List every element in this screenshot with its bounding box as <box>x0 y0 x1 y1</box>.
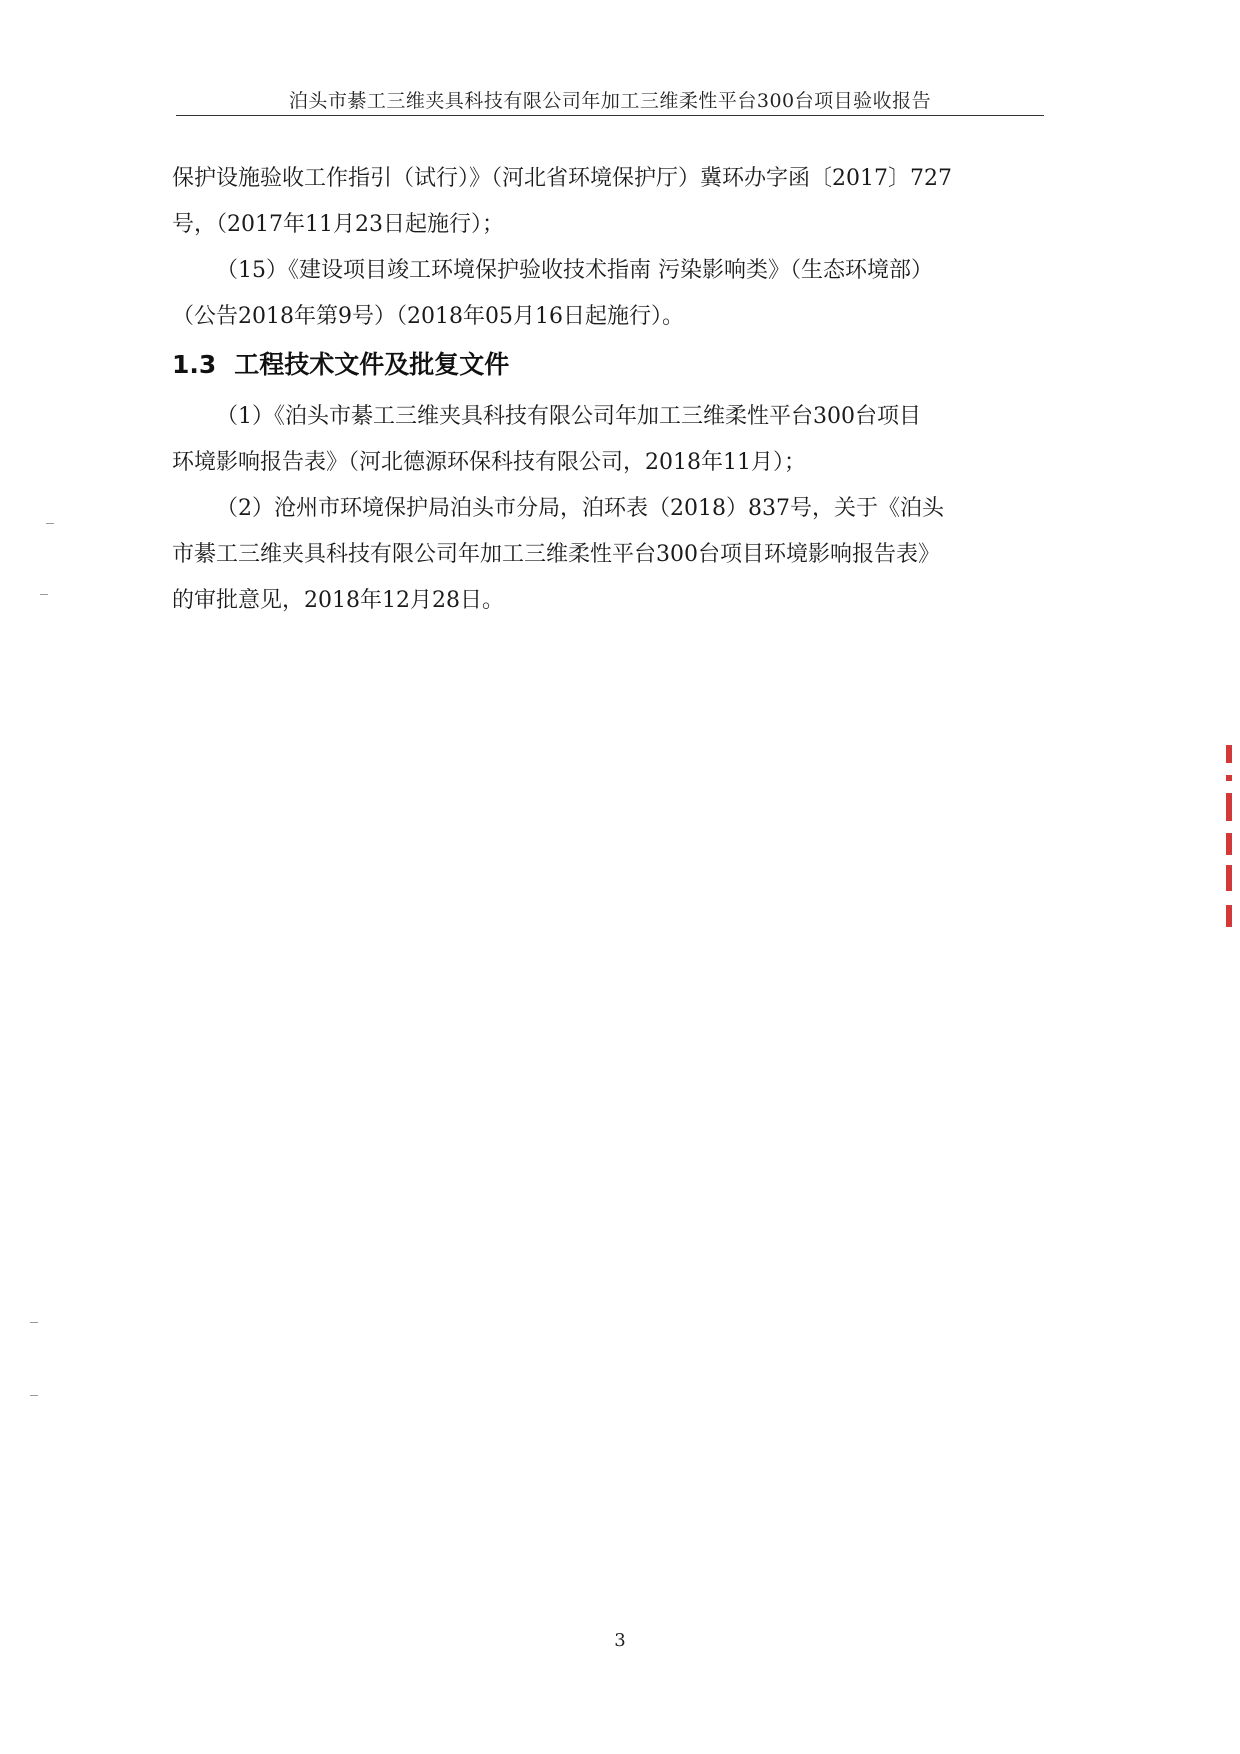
paragraph-line: （2）沧州市环境保护局泊头市分局，泊环表（2018）837号，关于《泊头 <box>216 496 944 521</box>
paragraph-line: （15）《建设项目竣工环境保护验收技术指南 污染影响类》（生态环境部） <box>216 258 933 283</box>
seal-stamp-edge-icon <box>1218 745 1232 930</box>
scan-mark <box>30 1322 38 1323</box>
scan-mark <box>30 1395 38 1396</box>
section-number: 1.3 <box>172 350 217 379</box>
reference-item-15 <box>172 248 1042 340</box>
running-header: 泊头市綦工三维夹具科技有限公司年加工三维柔性平台300台项目验收报告 <box>288 90 932 112</box>
reference-item-1 <box>172 394 1042 486</box>
paragraph-line: 号，（2017年11月23日起施行）； <box>172 212 504 237</box>
continued-paragraph <box>172 156 1042 248</box>
section-title: 工程技术文件及批复文件 <box>234 350 510 379</box>
paragraph-line: （公告2018年第9号）（2018年05月16日起施行）。 <box>172 304 684 329</box>
reference-item-2 <box>172 486 1042 624</box>
paragraph-line: 环境影响报告表》（河北德源环保科技有限公司，2018年11月）； <box>172 450 806 475</box>
paragraph-line: 保护设施验收工作指引（试行）》（河北省环境保护厅）冀环办字函〔2017〕727 <box>172 166 952 191</box>
page-number: 3 <box>614 1630 626 1651</box>
section-heading <box>172 342 1042 388</box>
header-rule <box>176 115 1044 116</box>
document-body <box>172 156 1042 624</box>
paragraph-line: 市綦工三维夹具科技有限公司年加工三维柔性平台300台项目环境影响报告表》 <box>172 542 940 567</box>
scan-mark <box>46 523 54 524</box>
paragraph-line: 的审批意见，2018年12月28日。 <box>172 588 504 613</box>
paragraph-line: （1）《泊头市綦工三维夹具科技有限公司年加工三维柔性平台300台项目 <box>216 404 921 429</box>
scan-mark <box>40 594 48 595</box>
